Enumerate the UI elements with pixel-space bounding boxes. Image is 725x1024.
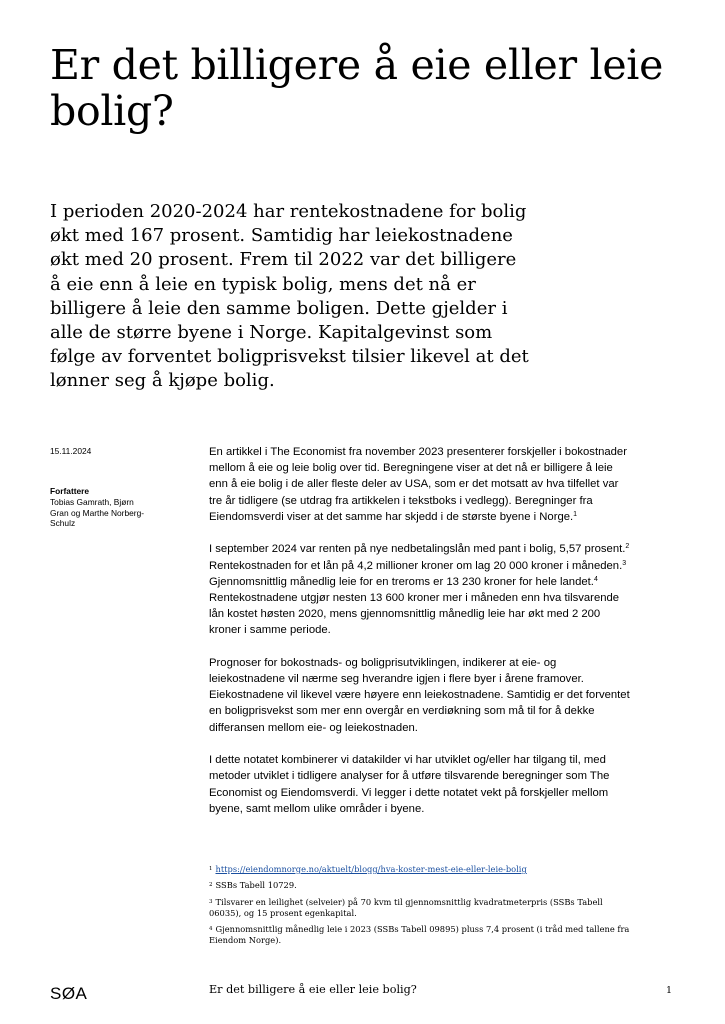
body-paragraph-3: Prognoser for bokostnads- og boligprisutviklingen, indikerer at eie- og leiekostnadene vil nærme seg hverandre igjen i flere byer i årene framover. Eiekostnadene vil likevel være høyere enn leiekostnadene. Samtidig er det forventet en boligprisvekst som mer enn overgår en verdiøkning som må til for å dekke differansen mellom eie- og leiekostnaden. (209, 656, 630, 734)
authors-list: Tobias Gamrath, Bjørn Gran og Marthe Norberg-Schulz (50, 497, 145, 529)
footer-title: Er det billigere å eie eller leie bolig? (209, 983, 417, 996)
footnote-1 (209, 864, 634, 875)
authors-label: Forfattere (50, 486, 90, 496)
footnote-2 (209, 880, 634, 891)
lede-paragraph: I perioden 2020-2024 har rentekostnadene for bolig økt med 167 prosent. Samtidig har leiekostnadene økt med 20 prosent. Frem til 2022 var det billigere å eie enn å leie en typisk bolig, mens det nå er billigere å leie den samme boligen. Dette gjelder i alle de større byene i Norge. Kapitalgevinst som følge av forventet boligprisvekst tilsier likevel at det lønner seg å kjøpe bolig. (50, 201, 529, 392)
footnote-4 (209, 924, 634, 945)
footnote-3-text: Tilsvarer en leilighet (selveier) på 70 kvm til gjennomsnittlig kvadratmeterpris (SSBs Tabell 06035), og 15 prosent egenkapital. (209, 897, 603, 918)
page-number: 1 (666, 985, 673, 996)
body-paragraph-2-text-d: Rentekostnadene utgjør nesten 13 600 kroner mer i måneden enn hva tilsvarende lån kostet høsten 2020, mens gjennomsnittlig månedlig leie har økt med 2 200 kroner i samme periode. (209, 591, 620, 637)
article-body (209, 444, 634, 833)
footnote-ref-1[interactable]: 1 (573, 510, 578, 518)
footnote-2-text: SSBs Tabell 10729. (215, 880, 297, 890)
footnote-ref-3[interactable]: 3 (622, 559, 627, 567)
footnote-1-link[interactable]: https://eiendomnorge.no/aktuelt/blogg/hva-koster-mest-eie-eller-leie-bolig (215, 864, 527, 874)
soa-logo: SØA (50, 984, 88, 1003)
footnote-ref-2[interactable]: 2 (625, 543, 630, 551)
footnote-3 (209, 897, 634, 918)
footnote-3-number: 3 (209, 899, 213, 905)
footnote-ref-4[interactable]: 4 (593, 575, 598, 583)
body-paragraph-2-text-c: Gjennomsnittlig månedlig leie for en treroms er 13 230 kroner for hele landet. (209, 575, 594, 588)
footnote-2-number: 2 (209, 882, 213, 888)
body-paragraph-1 (209, 444, 634, 525)
body-paragraph-2-text-a: I september 2024 var renten på nye nedbetalingslån med pant i bolig, 5,57 prosent. (209, 543, 626, 556)
body-paragraph-2-text-b: Rentekostnaden for et lån på 4,2 millioner kroner om lag 20 000 kroner i måneden. (209, 559, 623, 572)
page-title: Er det billigere å eie eller leie bolig? (50, 41, 664, 135)
footnote-4-number: 4 (209, 926, 213, 932)
footnote-1-number: 1 (209, 866, 213, 872)
footnote-4-text: Gjennomsnittlig månedlig leie i 2023 (SSBs Tabell 09895) pluss 7,4 prosent (i tråd med tallene fra Eiendom Norge). (209, 924, 630, 945)
body-paragraph-2 (209, 541, 634, 638)
publication-date: 15.11.2024 (50, 446, 92, 456)
body-paragraph-1-text: En artikkel i The Economist fra november 2023 presenterer forskjeller i bokostnader mellom å eie og leie bolig over tid. Beregningene viser at det nå er billigere å leie enn å eie bolig i de aller fleste deler av USA, som er det motsatt av hva tilfellet var tre år tidligere (se utdrag fra artikkelen i tekstboks i vedlegg). Beregninger fra Eiendomsverdi viser at det samme har skjedd i de største byene i Norge. (209, 446, 627, 523)
body-paragraph-4: I dette notatet kombinerer vi datakilder vi har utviklet og/eller har tilgang til, med metoder utviklet i tidligere analyser for å utføre tilsvarende beregninger som The Economist og Eiendomsverdi. Vi legger i dette notatet vekt på forskjeller mellom byene, samt mellom ulike områder i byene. (209, 754, 610, 815)
